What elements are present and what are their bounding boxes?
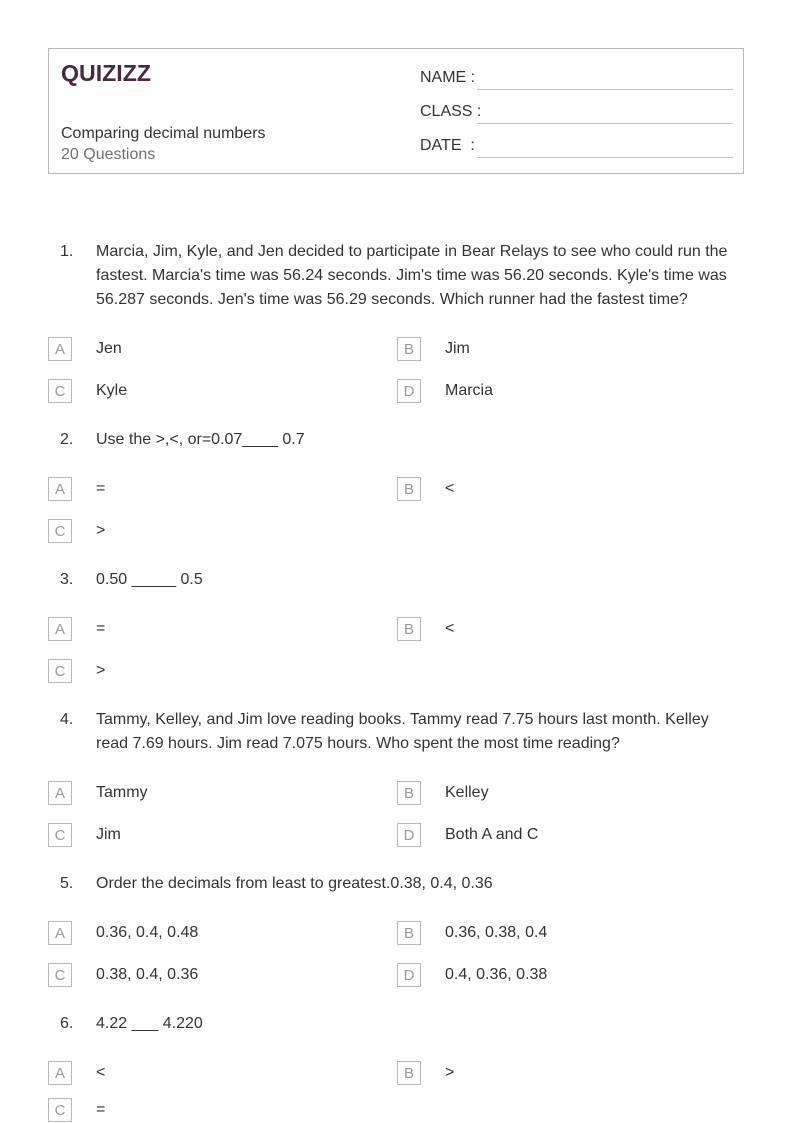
question-count: 20 Questions (61, 146, 156, 163)
option-6b[interactable] (397, 1061, 697, 1085)
option-text: < (96, 1064, 106, 1081)
option-letter-box: A (48, 477, 72, 501)
option-text: > (445, 1064, 455, 1081)
option-letter-box: C (48, 823, 72, 847)
option-1c[interactable] (48, 379, 348, 403)
option-text: Jim (445, 340, 470, 357)
option-text: Jen (96, 340, 122, 357)
option-letter-box: D (397, 963, 421, 987)
option-1a[interactable] (48, 337, 348, 361)
option-letter-box: C (48, 1098, 72, 1122)
option-text: = (96, 480, 106, 497)
question-text: Order the decimals from least to greatest.0.38, 0.4, 0.36 (96, 875, 493, 892)
date-label: DATE : (420, 137, 475, 154)
class-field[interactable] (420, 103, 733, 125)
worksheet-title: Comparing decimal numbers (61, 125, 266, 142)
option-text: = (96, 620, 106, 637)
question-number: 2. (60, 431, 74, 448)
option-2a[interactable] (48, 477, 348, 501)
question-number: 4. (60, 711, 74, 728)
question-number: 1. (60, 243, 74, 260)
logo-text: QUIZIZZ (61, 60, 151, 86)
name-line[interactable] (477, 89, 733, 90)
option-5a[interactable] (48, 921, 348, 945)
option-text: Jim (96, 826, 121, 843)
option-letter-box: C (48, 379, 72, 403)
option-letter-box: C (48, 519, 72, 543)
option-1b[interactable] (397, 337, 697, 361)
quizizz-logo-mark (61, 59, 153, 87)
option-text: = (96, 1101, 106, 1118)
option-letter-box: D (397, 823, 421, 847)
quizizz-logo (61, 59, 153, 87)
option-4a[interactable] (48, 781, 348, 805)
option-text: < (445, 480, 455, 497)
option-4d[interactable] (397, 823, 697, 847)
option-4b[interactable] (397, 781, 697, 805)
option-6c[interactable] (48, 1098, 348, 1122)
question-text: Marcia, Jim, Kyle, and Jen decided to participate in Bear Relays to see who could run the fastest. Marcia's time was 56.24 seconds. Jim's time was 56.20 seconds. Kyle's time was 56.287 seconds. Jen's time was 56.29 seconds. Which runner had the fastest time? (96, 243, 728, 308)
option-6a[interactable] (48, 1061, 348, 1085)
option-letter-box: C (48, 963, 72, 987)
question-text: Use the >,<, or=0.07____ 0.7 (96, 431, 305, 448)
option-text: 0.4, 0.36, 0.38 (445, 966, 548, 983)
option-2c[interactable] (48, 519, 348, 543)
question-text: Tammy, Kelley, and Jim love reading books. Tammy read 7.75 hours last month. Kelley read 7.69 hours. Jim read 7.075 hours. Who spent the most time reading? (96, 711, 709, 752)
option-text: 0.38, 0.4, 0.36 (96, 966, 199, 983)
option-letter-box: B (397, 921, 421, 945)
option-letter-box: B (397, 337, 421, 361)
option-5c[interactable] (48, 963, 348, 987)
option-letter-box: A (48, 781, 72, 805)
option-text: Kyle (96, 382, 128, 399)
option-5d[interactable] (397, 963, 697, 987)
date-line[interactable] (477, 157, 733, 158)
option-letter-box: B (397, 477, 421, 501)
option-letter-box: A (48, 921, 72, 945)
option-4c[interactable] (48, 823, 348, 847)
option-letter-box: C (48, 659, 72, 683)
option-text: Tammy (96, 784, 148, 801)
option-text: Kelley (445, 784, 489, 801)
class-line[interactable] (477, 123, 733, 124)
question-number: 3. (60, 571, 74, 588)
option-3a[interactable] (48, 617, 348, 641)
option-letter-box: B (397, 617, 421, 641)
name-label: NAME : (420, 69, 476, 86)
option-letter-box: B (397, 781, 421, 805)
question-number: 5. (60, 875, 74, 892)
option-text: < (445, 620, 455, 637)
option-2b[interactable] (397, 477, 697, 501)
option-text: > (96, 662, 106, 679)
question-text: 4.22 ___ 4.220 (96, 1015, 203, 1032)
option-letter-box: A (48, 337, 72, 361)
date-field[interactable] (420, 137, 733, 159)
option-letter-box: D (397, 379, 421, 403)
option-text: Both A and C (445, 826, 539, 843)
name-field[interactable] (420, 69, 733, 91)
question-text: 0.50 _____ 0.5 (96, 571, 203, 588)
option-3b[interactable] (397, 617, 697, 641)
option-5b[interactable] (397, 921, 697, 945)
option-letter-box: A (48, 1061, 72, 1085)
option-1d[interactable] (397, 379, 697, 403)
option-text: > (96, 522, 106, 539)
option-text: 0.36, 0.4, 0.48 (96, 924, 199, 941)
class-label: CLASS : (420, 103, 482, 120)
question-number: 6. (60, 1015, 74, 1032)
option-letter-box: B (397, 1061, 421, 1085)
option-text: 0.36, 0.38, 0.4 (445, 924, 548, 941)
option-3c[interactable] (48, 659, 348, 683)
worksheet-header (48, 48, 744, 174)
option-letter-box: A (48, 617, 72, 641)
option-text: Marcia (445, 382, 494, 399)
